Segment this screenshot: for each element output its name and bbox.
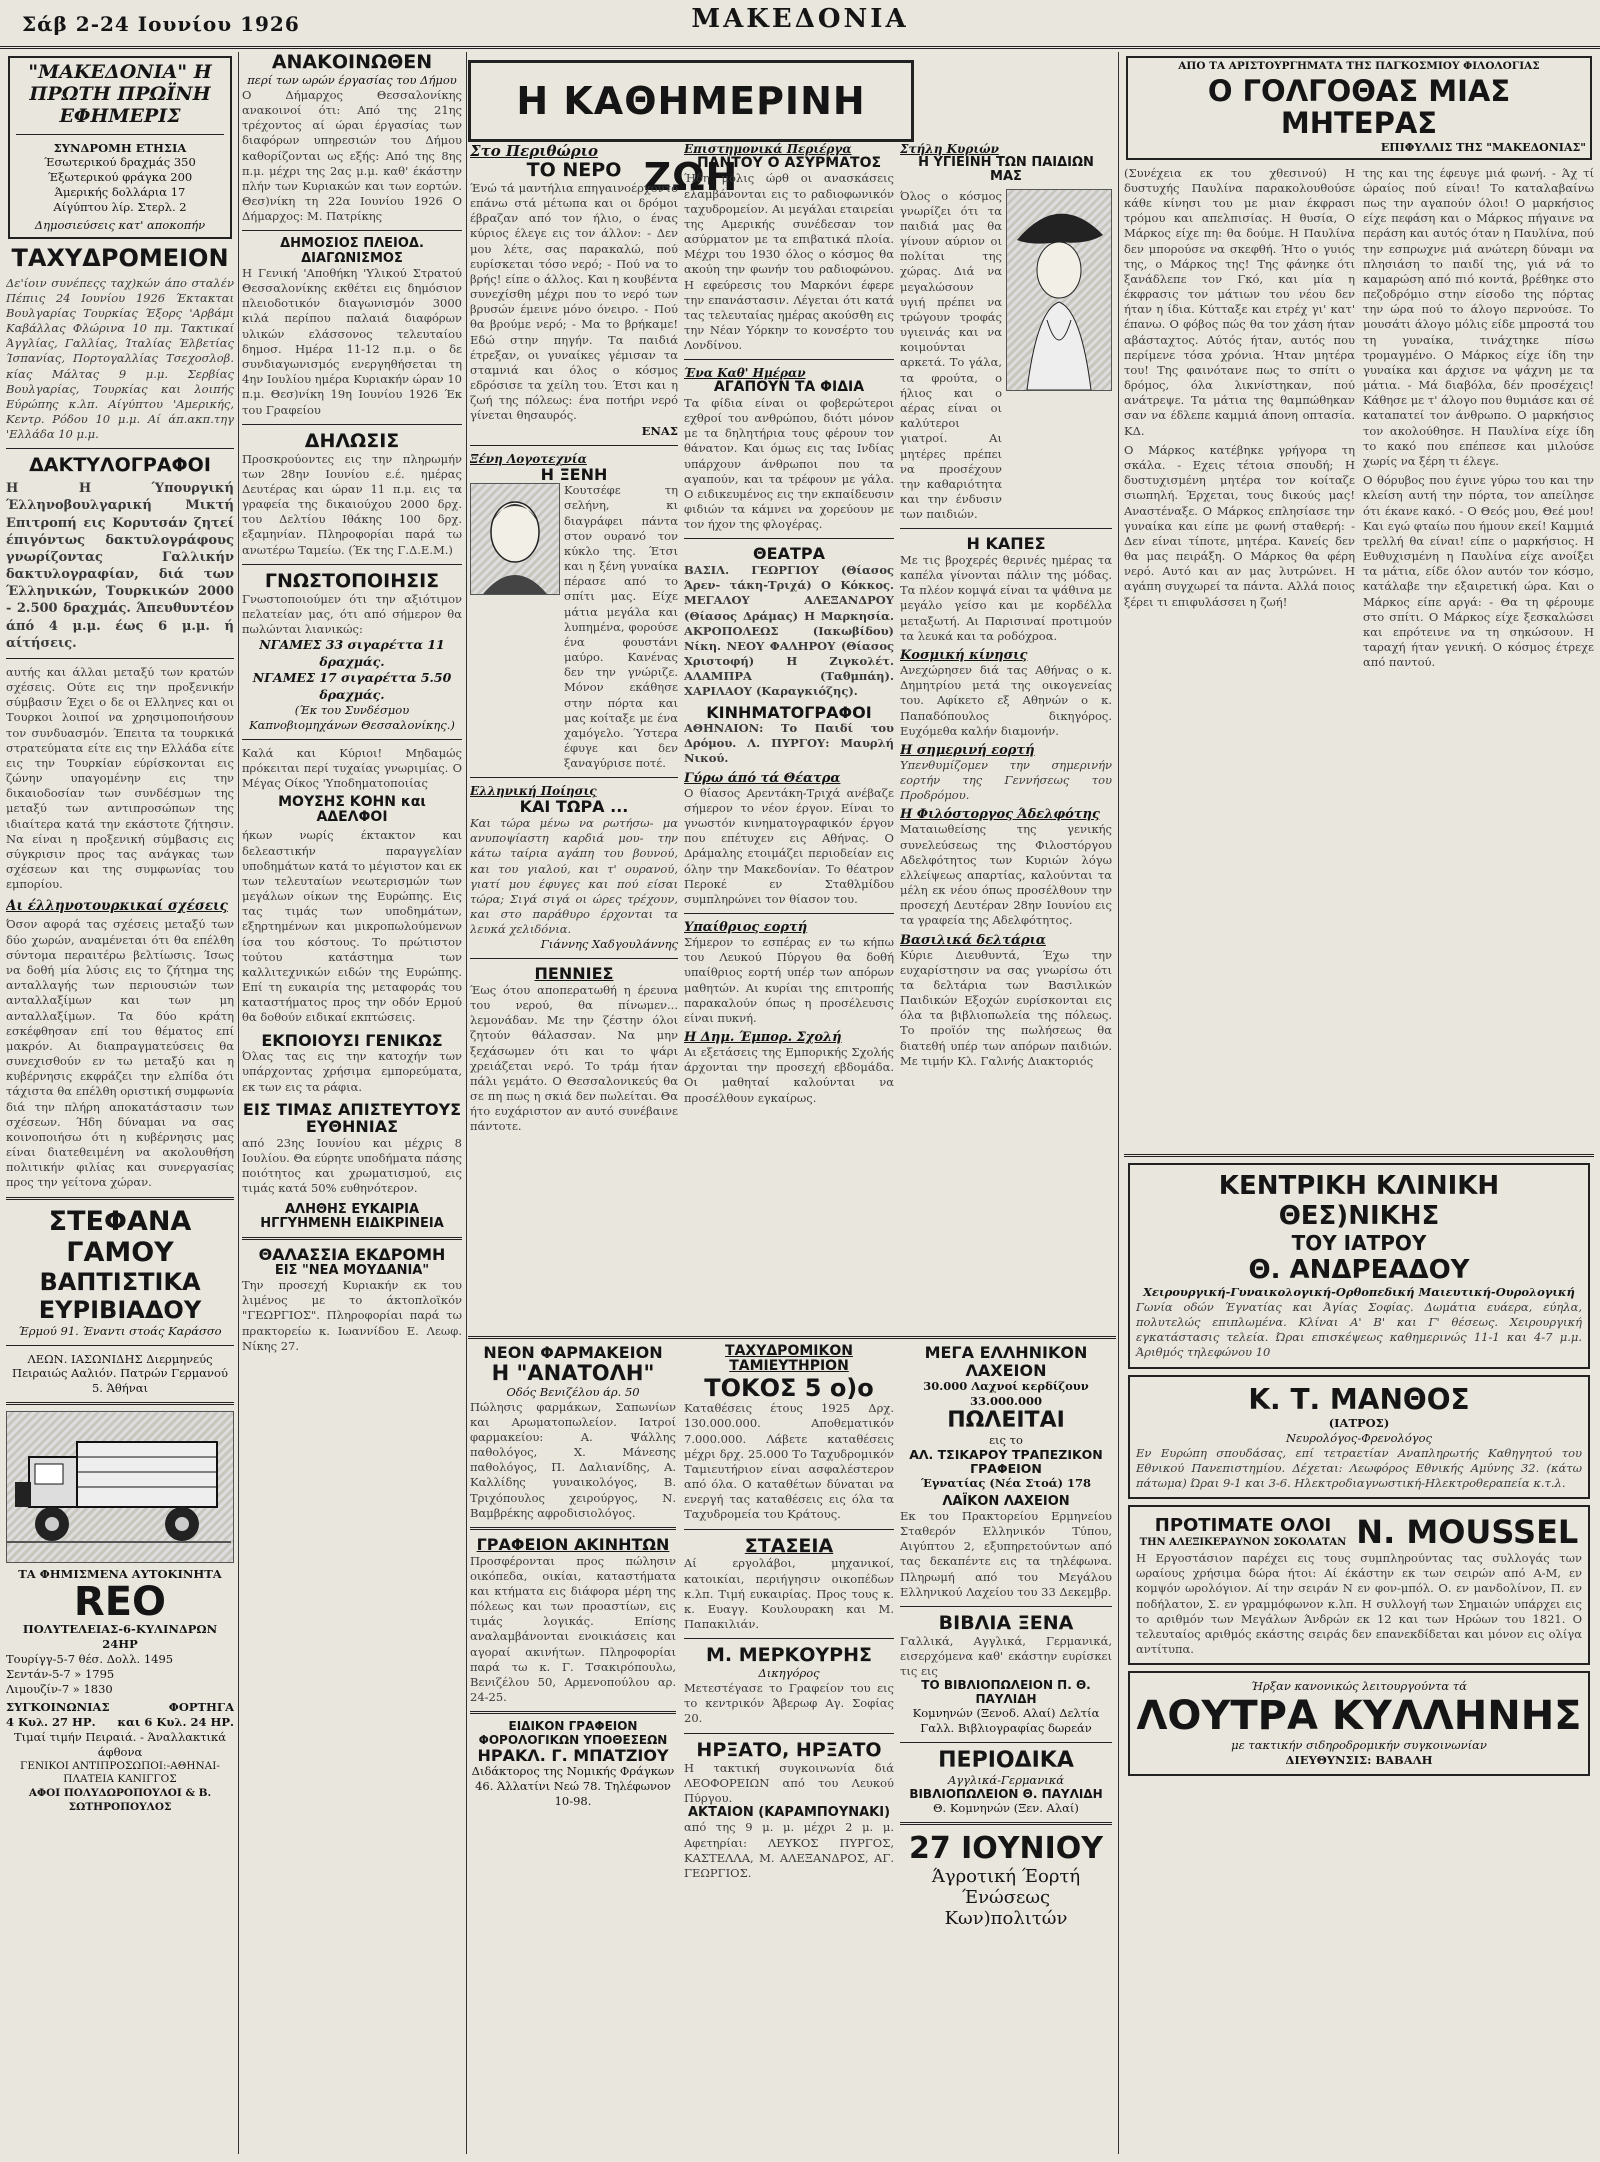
reo-brand: REO: [73, 1579, 167, 1626]
social-heading: Κοσμική κίνησις: [900, 648, 1028, 663]
savings-heading: ΤΑΧΥΔΡΟΜΙΚΟΝ ΤΑΜΙΕΥΤΗΡΙΟΝ: [725, 1344, 853, 1375]
subscription-line: Άμερικής δολλάρια 17: [54, 185, 186, 200]
lottery-office: ΑΛ. ΤΣΙΚΑΡΟΥ ΤΡΑΠΕΖΙΚΟΝ ΓΡΑΦΕΙΟΝ: [909, 1447, 1103, 1476]
lottery-text: Εκ του Πρακτορείου Ερμηνείου Σταθερόν Ελληνικόν Τύπου, Αιγύπτου 2, εξυπηρετούντων από τας δεκαπέντε εις τα τηλέφωνα. Πληρωμή από του Μεγάλου Ελληνικού Λαχείου του 33 Δεκεμβρ.: [900, 1508, 1112, 1599]
poem-author: Γιάννης Χαδγουλάννης: [540, 937, 678, 952]
cinemas-list: ΑΘΗΝΑΙΟΝ: Το Παιδί του Δρόμου. Λ. ΠΥΡΓΟΥ: Μαυρλή Νικού.: [684, 721, 894, 766]
water-text: Ένώ τά μαντήλια επηγαινοέρχοντο επάνω στά μέτωπα και οι δρόμοι έβραζαν από τον ήλιο, ο ένας κύριος έλεγε εις τον άλλον: - Δεν μου λέτε, σας παρακαλώ, πού ευρίσκεται τόσο νερό; - Πού να το βρής! είπε ο άλλος. Και η κουβέντα συνεχίσθη μέχρι που το νερό των βρυσών έμεινε μόνο όνειρο. - Πού θα βρούμε νερό; - Μα το βρήκαμε! Εδώ στην πηγήν. Τα παιδιά έτρεξαν, οι γυναίκες γέμισαν τα σταμνιά και όλος ο κόσμος εδρόσισε τα χείλη του. Έτσι και η ζωή της πόλεως: ένα ποτήρι νερό γίνεται θησαυρός.: [470, 180, 678, 423]
lottery-prize: 30.000 Λαχνοί κερδίζουν 33.000.000: [923, 1379, 1089, 1409]
column-rule: [1118, 52, 1119, 2154]
masthead: [0, 0, 1600, 49]
section-label: Στήλη Κυριών: [900, 142, 999, 156]
feast-text: Υπενθυμίζομεν την σημερινήν εορτήν της Γεννήσεως του Προδρόμου.: [900, 757, 1112, 803]
notification-price: ΝΓΑΜΕΣ 17 σιγαρέττα 5.50 δραχμάς.: [252, 670, 452, 702]
notification-text: Γνωστοποιούμεν ότι την αξιότιμον πελατείαν μας, ότι από σήμερον θα πωλώνται λιανικώς:: [242, 591, 462, 637]
pharmacy-name: Η "ΑΝΑΤΟΛΗ": [491, 1360, 655, 1385]
subscription-note: Δημοσιεύσεις κατ' αποκοπήν: [34, 218, 206, 233]
june-line: Κων)πολιτών: [944, 1907, 1068, 1929]
section-label: Ένα Καθ' Ημέραν: [684, 366, 806, 381]
baths-ad: [1128, 1671, 1590, 1776]
column-rule: [238, 52, 239, 2154]
celebration-text: Σήμερον το εσπέρας εν τω κήπω του Λευκού Πύργου θα δοθή υπαίθριος εορτή υπέρ των απόρων μαθητών. Αι κυρίαι της επιτροπής παρακαλούν όπως η προσέλευσις είναι πυκνή.: [684, 935, 894, 1025]
issue-date: Σάβ 2-24 Ιουνίου 1926: [22, 12, 300, 36]
lottery-sold: ΠΩΛΕΙΤΑΙ: [947, 1408, 1065, 1434]
section-label: Επιστημονικά Περιέργα: [684, 142, 852, 156]
section-label: Στο Περιθώριο: [470, 142, 598, 160]
baths-title: ΛΟΥΤΡΑ ΚΥΛΛΗΝΗΣ: [1136, 1693, 1582, 1740]
poem-text: Και τώρα μένω να ρωτήσω- μα ανυποψίαστη καρδιά μου- την κάτω ταίρια αγάπη του βουνού, και του γιαλού, και τ' ουρανού, γιατί μου έφυγες και πού είσαι τώρα; Σιγά σιγά οι ώρες τρέχουν, και στο παράθυρο έρχονται τα λευκά χελιδόνια.: [470, 816, 678, 937]
serial-story: [1124, 166, 1594, 671]
moussel-brand: N. MOUSSEL: [1356, 1513, 1579, 1552]
reo-cylinders: και 6 Κυλ. 24 ΗΡ.: [117, 1714, 234, 1729]
beach-name: ΑΚΤΑΙΟΝ (ΚΑΡΑΜΠΟΥΝΑΚΙ): [687, 1805, 891, 1821]
hygiene-heading: Η ΥΓΙΕΙΝΗ ΤΩΝ ΠΑΙΔΙΩΝ ΜΑΣ: [918, 155, 1094, 185]
june-date: 27 ΙΟΥΝΙΟΥ: [908, 1830, 1104, 1866]
wireless-heading: ΠΑΝΤΟΥ Ο ΑΣΥΡΜΑΤΟΣ: [696, 155, 882, 171]
manthos-sub: (ΙΑΤΡΟΣ): [1328, 1415, 1390, 1430]
books-address: Κομνηνών (Ξενοδ. Αλαί) Δελτία Γαλλ. Βιβλιογραφίας δωρεάν: [912, 1705, 1100, 1735]
june-line: Ένώσεως: [961, 1886, 1051, 1908]
tax-heading: ΕΙΔΙΚΟΝ ΓΡΑΦΕΙΟΝ ΦΟΡΟΛΟΓΙΚΩΝ ΥΠΟΘΕΣΕΩΝ: [478, 1719, 668, 1747]
fashion-illustration: [1006, 189, 1112, 391]
sisterhood-heading: Η Φιλόστοργος Άδελφότης: [900, 807, 1100, 823]
cards-text: Κύριε Διευθυντά, Έχω την ευχαρίστησιν να σας γνωρίσω ότι τα δελτάρια των Βασιλικών Παιδικών Εξοχών ευρίσκονται εις όλα τα βιβλιοπωλεία της πόλεως. Το προϊόν της πωλήσεως θα διατεθή υπέρ των απόρων παιδιών. Με τιμήν Κλ. Γαλνής Διακτοριός: [900, 947, 1112, 1068]
june-event-ad: [900, 1831, 1112, 1929]
serial-text: (Συνέχεια εκ του χθεσινού) Η δυστυχής Παυλίνα παρακολουθούσε κάθε κίνησι του με μιαν έκφρασι τρόμου και απελπισίας. Η θυσία, Ο Μάρκος είχε πη: θα δούμε. Η Παυλίνα δεν μπορούσε να σκεφθή. Ήτο ο γυιός της, ο Μάρκος της! Της φάνηκε ότι ξανάδλεπε τον Γκό, και μία η έκφρασις τον μάτιων του νέου δεν ήταν η ίδια. Κύτταξε και ετρέχ γι' κατ' έπανω. Ο φόβος πώς θα τον χάση ήταν αβάσταχτος. Αύτός ήταν, αυτός που περίμενε τόσα χρόνια. Ήταν μητέρα του! Της φαινότανε πως το σπίτι ο δρόμος, όλα λικνίστηκαν, πού ανάτρεψε. Τα μάτια της θαμπώθηκαν σαν να έδλεπε καμμιά άπονη οπτασία. ΚΔ.: [1124, 165, 1355, 438]
announcement-heading: ΑΝΑΚΟΙΝΩΘΕΝ: [271, 52, 433, 73]
relations-subheading: Αι έλληνοτουρκικαί σχέσεις: [6, 898, 228, 915]
wireless-text: Ήδη μόλις ώρθ οι ανασκάσεις ελαμβάνονται εις το ραδιοφωνικόν ταχυδρομείον. Αι μεγάλαι εταιρείαι της Αμερικής συνέδεσαν τον ασύρματον με τα επιβατικά πλοία. Μέχρι του 1930 όλος ο κόσμος θα ακούη την φωνήν του ραδιοφώνου. Η εφεύρεσις του Μαρκόνι έφερε την επανάστασιν. Λέγεται ότι κατά τας τελευταίας ημέρας ακούσθη εις την Νέαν Υόρκην το κονσέρτο του Λονδίνου.: [684, 171, 894, 353]
savings-rate: ΤΟΚΟΣ 5 ο)ο: [704, 1373, 874, 1402]
sale-text: Όλας τας εις την κατοχήν των υπάρχοντας χρήσιμα εμπορεύματα, εκ των εις τα ράφια.: [242, 1049, 462, 1094]
manthos-text: Εν Ευρώπη σπουδάσας, επί τετραετίαν Αναπληρωτής Καθηγητού του Εθνικού Πανεπιστημίου. Δέχεται: Λεωφόρος Εθνικής Αμύνης 32. (κάτω πάτωμα) Ώραι 9-1 και 3-6. Ηλεκτροδιαγνωστική-Ηλεκτροθεραπεία κ.τ.λ.: [1136, 1445, 1582, 1490]
reo-communications: ΣΥΓΚΟΙΝΩΝΙΑΣ: [6, 1699, 110, 1714]
beach-text: Η τακτική συγκοινωνία διά ΛΕΟΦΟΡΕΙΩΝ από του Λευκού Πύργου.: [684, 1760, 894, 1805]
portrait-illustration: [470, 483, 560, 595]
theatre-news-text: Ο θίασος Αρεντάκη-Τριχά ανέβαζε σήμερον το νέον έργον. Είναι το γνωστόν κινηματογραφικόν έργον που επέτυχεν εις Αθήνας. Ο Δράμαλης ετοιμάζει περιοδείαν εις όλην την Μακεδονίαν. Το θέατρον Περοκέ εν Σταθλμίδου συμπληρώνει τον θίασον του.: [684, 785, 894, 906]
moussel-ad: [1128, 1505, 1590, 1665]
declaration-text: Προσκρούοντες εις την πληρωμήν των 28ην Ιουνίου ε.έ. ημέρας Δευτέρας και ώραν 11 π.μ. εις τα γραφεία της δικαιούχου 2000 δρχ. του Δελτίου Ιθάκης 100 δρχ. εξαμηνίαν. Πληροφορίαι παρά τω ανωτέρω Ταμείω. (Έκ της Γ.Δ.Ε.Μ.): [242, 451, 462, 557]
theatres-heading: ΘΕΑΤΡΑ: [753, 544, 825, 564]
serial-title: Ο ΓΟΛΓΟΘΑΣ ΜΙΑΣ ΜΗΤΕΡΑΣ: [1207, 73, 1511, 140]
article-text: αυτής και άλλαι μεταξύ των κρατών σχέσεις. Ούτε εις την προξενικήν σύμβασιν Έχει ο δε οι Ελληνες και οι Τουρκοι λοιποί να χρησιμοποιήσουν τον συνδυασμόν. Έπειτα τα τουρκικά στρατεύματα είτε εις την Ελλάδα είτε εις την Τουρκίαν εύρίσκονται εις ζώνην υπαγομένην εις την δικαιοδοσίαν των συνδέσμων της μεταξύ των αντιπροσώπων της ιδιαίτερα κατά την εκάστοτε ζήτησιν. Να είναι η προξενική σύμβασις εις σύγκρισιν προς τας ανάγκας των σχέσεων και της συμφωνίας του εμπορίου.: [6, 664, 234, 892]
announcement-sub: περί των ωρών έργασίας του Δήμου: [247, 72, 457, 87]
reo-agent-names: ΑΦΟΙ ΠΟΛΥΔΩΡΟΠΟΥΛΟΙ & Β. ΣΩΤΗΡΟΠΟΥΛΟΣ: [28, 1786, 212, 1813]
reo-model: Λιμουζίν-7 » 1830: [6, 1682, 113, 1696]
auction-heading: ΔΗΜΟΣΙΟΣ ΠΛΕΙΟΔ. ΔΙΑΓΩΝΙΣΜΟΣ: [280, 236, 424, 266]
auction-text: Η Γενική 'Αποθήκη 'Υλικού Στρατού Θεσσαλονίκης εκθέτει εις δημόσιον πλειοδοτικόν διαγωνισμόν 3000 κιλά περίπου παλαιά διαφόρων υλικών ελάσσονος τελευταίου δημοσ. Ημέρα 11-12 π.μ. ο δε συνδιαγωνισμός ενεργηθήσεται τη 4ην Ιουλίου ημέρα Κυριακήν ώραν 10 π.μ. Θεσ)νίκη 19η Ιουνίου 1926 Έκ του Γραφείου: [242, 265, 462, 417]
reo-price-note: Τιμαί τιμήν Πειραιά. - Άναλλακτικά άφθονα: [13, 1729, 227, 1759]
lottery-name: ΛΑΪΚΟΝ ΛΑΧΕΙΟΝ: [942, 1493, 1070, 1509]
serial-text: Ο θόρυβος που έγινε γύρω του και την κλείση αυτή την πόρτα, τον απείλησε ότι έκανε κακό. - Ο Θεός μου, Θεέ μου! Και εγώ φταίω που ήμουν εκεί! Καμμιά τρελλή θα είναι! είπε ο μαρκήσιος. Η Ευθυχισμένη η Παυλίνα είχε ανοίξει τα μάτια, είδε όλον αυτόν τον κόσμο, κατάλαβε την εξαιρετική ώρα. Και ο Μάρκος είπε αργά: - Θα τη φέρουμε στο σπίτι. Ο Μάρκος είχε ξεσκαλώσει και επρότεινε να τη σηκώσουν. Η ταραχή ήταν γενική. Ο κόσμος έτρεχε από παντού.: [1363, 473, 1594, 670]
lottery-at: εις το: [989, 1433, 1023, 1448]
column-rule: [466, 52, 467, 2154]
theatres-list: ΒΑΣΙΛ. ΓΕΩΡΓΙΟΥ (Θίασος Άρεν- τάκη-Τριχά) Ο Κόκκος. ΜΕΓΑΛΟΥ ΑΛΕΞΑΝΔΡΟΥ (Θίασος Δράμας) Η Μαρκησία. ΑΚΡΟΠΟΛΕΩΣ (Ιακωβίδου) Νίκη. ΝΕΟΥ ΦΑΛΗΡΟΥ (Θίασος Χριστοφή) Η Ζιγκολέτ. ΑΛΑΜΠΡΑ (Ταθμπάη). ΧΑΡΙΛΑΟΥ (Καραγκιόζης).: [684, 562, 894, 699]
water-heading: ΤΟ ΝΕΡΟ: [526, 159, 622, 181]
wedding-ad-title: ΣΤΕΦΑΝΑ ΓΑΜΟΥ: [48, 1205, 192, 1268]
pharmacy-address: Οδός Βενιζέλου άρ. 50: [506, 1384, 640, 1399]
sisterhood-text: Ματαιωθείσης της γενικής συνελεύσεως της Φιλοστόργου Αδελφότητος των Κυριών λόγω ελλείψεως απαρτίας, καλούνται τα μέλη εκ νέου όπως προσέλθουν την προσεχή Δευτέραν 28ην Ιουνίου εις τα γραφεία της Αδελφότητος.: [900, 822, 1112, 928]
center-column-c: [900, 142, 1112, 1332]
stranger-heading: Η ΞΕΝΗ: [540, 464, 608, 484]
reo-cylinders: 4 Κυλ. 27 ΗΡ.: [6, 1714, 96, 1729]
sale-heading: ΕΚΠΟΙΟΥΣΙ ΓΕΝΙΚΩΣ: [261, 1030, 443, 1050]
subscription-line: Έσωτερικού δραχμάς 350: [44, 155, 196, 170]
lady-hat-icon: [1007, 190, 1111, 390]
declaration-heading: ΔΗΛΩΣΙΣ: [304, 429, 400, 452]
clinic-sub: ΤΟΥ ΙΑΤΡΟΥ: [1291, 1231, 1427, 1255]
clinic-text: Γωνία οδών Έγνατίας και Άγίας Σοφίας. Δωμάτια ευάερα, εύηλα, πολυτελώς επιπλωμένα. Κλίναι Α' Β' και Γ' θέσεως. Χειρουργική εγκατάστασις τελεία. Ώραι επισκέψεως καθημερινώς 11-1 και 4-7 μ.μ. Άριθμός τηλεφώνου 10: [1136, 1299, 1582, 1360]
notification-price: ΝΓΑΜΕΣ 33 σιγαρέττα 11 δραχμάς.: [259, 637, 445, 669]
column-2: [242, 52, 462, 2154]
moussel-sub: ΤΗΝ ΑΛΕΞΙΚΕΡΑΥΝΟΝ ΣΟΚΟΛΑΤΑΝ: [1139, 1537, 1347, 1549]
shoe-text: ήκων νωρίς έκτακτον και δελεαστικήν παραγγελίαν υποδημάτων κατά το μέγιστον και εκ των τελευταίων νεωτερισμών των μεγάλων οίκων της Ευρώπης. Εις τας τιμάς των υποδημάτων, εξηρτημένων και μικροπωλούμενων ίσα του κόστους. Το πρώτιστον τούτου κατάστημα των καλλιτεχνικών ειδών της Ευρώπης. Επί τη ευκαιρία της μεταφοράς του καταστήματος προς την οδόν Ερμού θα δοθούν ειδικαί εκπτώσεις.: [242, 828, 462, 1025]
books-shop: ΤΟ ΒΙΒΛΙΟΠΩΛΕΙΟΝ Π. Θ. ΠΑΥΛΙΔΗ: [921, 1678, 1091, 1706]
lottery-address: Έγνατίας (Νέα Στοά) 178: [920, 1475, 1092, 1490]
feast-heading: Η σημερινή εορτή: [900, 742, 1035, 758]
translator-ad: ΛΕΩΝ. ΙΑΣΩΝΙΔΗΣ Διερμηνεύς Πειραιώς Ααλιόν. Πατρών Γερμανού 5. Άθήναι: [12, 1351, 228, 1396]
bargain-heading: ΑΛΗΘΗΣ ΕΥΚΑΙΡΙΑ ΗΓΓΥΗΜΕΝΗ ΕΙΔΙΚΡΙΝΕΙΑ: [260, 1201, 444, 1231]
reo-freight: ΦΟΡΤΗΓΑ: [168, 1699, 234, 1714]
hats-heading: Η ΚΑΠΕΣ: [966, 534, 1046, 554]
subscription-line: Αίγύπτου λίρ. Στερλ. 2: [53, 200, 187, 215]
lottery-heading: ΜΕΓΑ ΕΛΛΗΝΙΚΟΝ ΛΑΧΕΙΟΝ: [924, 1344, 1088, 1380]
serial-feuilleton: ΕΠΙΦΥΛΛΙΣ ΤΗΣ "ΜΑΚΕΔΟΝΙΑΣ": [1380, 141, 1586, 155]
clinic-title: ΚΕΝΤΡΙΚΗ ΚΛΙΝΙΚΗ ΘΕΣ)ΝΙΚΗΣ: [1218, 1171, 1500, 1231]
school-heading: Η Δημ. Έμπορ. Σχολή: [684, 1030, 842, 1046]
subscription-box: [8, 56, 232, 239]
serial-text: της και της έφευγε μιά φωνή. - Άχ τί ώραίος πού είναι! Το καταλαβαίνω πως την αγαπούν όλοι! Ο μαρκήσιος είχε πεφάση και ο Μάρκος πήγαινε να περάση και αυτός όταν η Παυλίνα, πού την εσπρωχνε μιά ανώτερη δύναμι να πλησιάση το παιδί της, γιά νά το καμαρώση από πιό κοντά, βρέθηκε στο πεζοδρόμιο στην είσοδο της πόρτας την ώρα πού το άλογο περνούσε. Το μουσάτι άλογο μόλις είδε μπροστά του τη γυναίκα, τινάχτηκε πίσω τρομαγμένο. Ο Μάρκος είχε ίδη την γυναίκα και άρχισε να ψάχνη με τα μάτια. - Μά διαβόλα, δέν προσέχεις! Κάθησε με τ' άλογο που θυμιάσε και σέ καταπατεί τον άνθρωπο. Ο μαρκήσιος τον ακολούθησε. Η Παυλίνα είχε ίδη το κακό που επέπεσε και μιλούσε χωρίς να ξέρη τι έλεγε.: [1363, 165, 1594, 468]
reo-model: Τουρίγγ-5-7 θέσ. Δολλ. 1495: [6, 1652, 174, 1667]
water-signature: ΕΝΑΣ: [641, 423, 678, 438]
prices-heading: ΕΙΣ ΤΙΜΑΣ ΑΠΙΣΤΕΥΤΟΥΣ ΕΥΘΗΝΙΑΣ: [242, 1099, 462, 1137]
serial-header: [1126, 56, 1592, 160]
clinic-specialties: Χειρουργική-Γυναικολογική-Ορθοπεδική Μαιευτική-Ουρολογική: [1143, 1285, 1575, 1299]
realestate-text: Προσφέρονται προς πώλησιν οικόπεδα, οικίαι, καταστήματα και κτήματα εις διάφορα μέρη της πόλεως και των προαστίων, εις τιμάς λογικάς. Επίσης αναλαμβάνονται ενοικιάσεις και αγοραί ακινήτων. Πληροφορίαι παρά τω κ. Γ. Τσακιρόπουλω, Βενιζέλου 50, Αρμενοπούλου αρ. 24-25.: [470, 1553, 676, 1705]
daily-life-title: Η ΚΑΘΗΜΕΡΙΝΗ ΖΩΗ: [516, 79, 866, 199]
periodicals-heading: ΠΕΡΙΟΔΙΚΑ: [938, 1747, 1074, 1773]
cards-heading: Βασιλικά δελτάρια: [900, 932, 1046, 948]
pennies-heading: ΠΕΝΝΙΕΣ: [534, 964, 614, 984]
school-text: Αι εξετάσεις της Εμπορικής Σχολής άρχονται την προσεχή εβδομάδα. Οι μαθηταί καλούνται να προσέλθουν εγκαίρως.: [684, 1045, 894, 1105]
center-column-b: [684, 142, 894, 1332]
theatre-news-heading: Γύρω άπό τά Θέατρα: [684, 770, 841, 786]
tax-name: ΗΡΑΚΛ. Γ. ΜΠΑΤΖΙΟΥ: [477, 1745, 669, 1765]
center-column-a: [470, 142, 678, 1332]
stranger-text: Κουτσέφε τη σελήνη, κι διαγράφει πάντα στον ουρανό τον κύκλο της. Έτσι και η ξένη γυναίκα πέρασε από το σπίτι μας. Είχε μάτια μεγάλα και λυπημένα, φορούσε ένα φουστάνι μαύρο. Κανένας δεν την γνώριζε. Μόνον εκάθησε στην πόρτα και μας κοίταξε με ένα χαμόγελο. Ύστερα έφυγε και δεν ξαναγύρισε ποτέ.: [564, 483, 678, 771]
reo-ad: [6, 1411, 234, 1814]
pennies-text: Έως ότου αποπερατωθή η έρευνα του νερού, θα πίνωμεν... λεμονάδαν. Με την ζέστην όλοι ζητούν θάλασσαν. Να μην ξεχάσωμεν ότι και το ψάρι χρειάζεται νερό. Το τράμ ήταν πάλι γεμάτο. Ο Θεσσαλονικεύς θα σε πη πως η σκιά δεν πωλείται. Θα ήτο ευχάριστον αν αυτό συνέβαινε πάντοτε.: [470, 982, 678, 1134]
notification-sign: (Έκ του Συνδέσμου Καπνοβιομηχάνων Θεσσαλονίκης.): [249, 703, 455, 733]
stamps-heading: ΣΤΑΣΕΙΑ: [744, 1534, 834, 1557]
manthos-name: Κ. Τ. ΜΑΝΘΟΣ: [1248, 1382, 1470, 1416]
subscription-line: Έξωτερικού φράγκα 200: [47, 170, 193, 185]
tax-text: Διδάκτορος της Νομικής Φράγκων 46. Άλλατίνι Νεώ 78. Τηλέφωνον 10-98.: [471, 1764, 675, 1809]
poem-heading: ΚΑΙ ΤΩΡΑ ...: [519, 797, 629, 817]
periodicals-address: Θ. Κομνηνών (Ξεν. Αλαί): [933, 1800, 1079, 1815]
books-heading: ΒΙΒΛΙΑ ΞΕΝΑ: [938, 1611, 1074, 1634]
column-1: [6, 52, 234, 2154]
reo-model: Σεντάν-5-7 » 1795: [6, 1667, 115, 1682]
excursion-heading: ΘΑΛΑΣΣΙΑ ΕΚΔΡΟΜΗ: [258, 1245, 446, 1265]
snakes-heading: ΑΓΑΠΟΥΝ ΤΑ ΦΙΔΙΑ: [713, 379, 865, 396]
ads-divider: [468, 1336, 1116, 1339]
truck-illustration: [6, 1411, 234, 1563]
notification-heading: ΓΝΩΣΤΟΠΟΙΗΣΙΣ: [264, 569, 440, 592]
pharmacy-text: Πώλησις φαρμάκων, Σαπωνίων και Αρωματοπωλείον. Ιατροί φαρμακείου: Α. Ψάλλης παθολόγος, Χ. Μάνεσης παθολόγος, Π. Δαλιανίδης, Α. Καλλίδης γυναικολόγος, Β. Τριχόπουλος χειρούργος, Ν. Βαμβρέκης αφροδισιολόγος.: [470, 1399, 676, 1520]
stamps-text: Αί εργολάβοι, μηχανικοί, κατοικίαι, περιήγησιν οικοπέδων κ.λπ. Τιμή ευκαιρίας. Προς τους κ. κ. Ευαγγ. Κουλουρακη και Μ. Παπακιλιάν.: [684, 1556, 894, 1632]
subscription-title: "ΜΑΚΕΔΟΝΙΑ" Η ΠΡΩΤΗ ΠΡΩΪΝΗ ΕΦΗΜΕΡΙΣ: [28, 61, 212, 127]
ads-column-b: [684, 1344, 894, 2154]
clinic-ad: [1128, 1163, 1590, 1369]
june-line: Άγροτική Έορτή: [931, 1865, 1081, 1887]
announcement-text: Ο Δήμαρχος Θεσσαλονίκης ανακοινοί ότι: Από της 21ης τρέχοντος αί ώραι έργασίας των διαφόρων υπηρεσιών του Δήμου καθορίζονται ως εξής: Από της 8ης π.μ. μέχρι της 2ας μ.μ. καθ' έκάστην πλήν των Κυριακών και των εορτών. Θεσ)νίκη τη 22α Ιουνίου 1926 Ο Δήμαρχος: Μ. Πατρίκης: [242, 87, 462, 224]
post-text: Δε'ίοιν συνέπεςς ταχ)κών άπο σταλέν Πέπιις 24 Ιουνίου 1926 Έκτακται Βουλγαρίας Τουρκίας Έξορς 'Αρβάμι Καβάλλας Φλώρινα 10 πμ. Τακτικαί Άγγλίας, Γαλλίας, Ίταλίας Έλβετίας Ίσπανίας, Πορτογαλλίας Τσεχοσλοβ. κίας Μάλτας 9 μ.μ. Σερβίας Βουλγαρίας, Τουρκίας και λοιπής Εύρώπης κ.λπ. Αίγύπτου 'Αμερικής, Κεντρ. Ρόδου 10 μ.μ. Αί άπ.ακπ.τηγ 'Ελλάδα 10 μ.μ.: [6, 275, 234, 442]
clinic-doctor: Θ. ΑΝΔΡΕΑΔΟΥ: [1248, 1255, 1470, 1285]
right-ads: [1124, 1154, 1594, 2154]
baths-label: Ήρξαν κανονικώς λειτουργούντα τά: [1251, 1679, 1467, 1694]
moussel-text: Η Εργοστάσιον παρέχει εις τους συμπληρούντας τας συλλογάς των ωραίους χρήσιμα δώρα ήτοι: Αί έκάστην εκ των σειρών από Α-Μ, εν κομψόν ωρολόγιον. Αί την σειράν Ν εν φον-μπόλ. Ο. εν μανδολίνον, Π. εν ποδήλατον, Σ. εν γραμμόφωνον κ.λπ. Η συλλογή των Σημαιών υπάρχει εις το αριθμόν των Μεγάλων Άνδρών εκ 12 και των Ηρώων του 1821. Ο τελευταίος αριθμός εκάστης σειράς δεν επανεκδίδεται και μόνον εις ολίγα αντίτυπα.: [1136, 1551, 1582, 1657]
excursion-text: Την προσεχή Κυριακήν εκ του λιμένος με το άκτοπλοϊκόν "ΓΕΩΡΓΙΟΣ". Πληροφορίαι παρά τω πρακτορείω κ. Ιωαννίδου Ε. Λεωφ. Νίκης 27.: [242, 1278, 462, 1353]
beach-heading: ΗΡΞΑΤΟ, ΗΡΞΑΤΟ: [696, 1738, 882, 1761]
hats-text: Με τις βροχερές θερινές ημέρας τα καπέλα γίνονται πάλιν της μόδας. Τα πλέον κομψά είναι τα ψάθινα με μεγάλο γείσο και με κορδέλλα μεταξωτή. Αι Παρισιναί προτιμούν τα λευκά και τα ροδόχροα.: [900, 552, 1112, 643]
cinemas-heading: ΚΙΝΗΜΑΤΟΓΡΑΦΟΙ: [706, 702, 872, 722]
lawyer-text: Μετεστέγασε το Γραφείον του εις το κεντρικόν Άβερωφ Αγ. Σοφίας 20.: [684, 1681, 894, 1726]
serial-text: Ο Μάρκος κατέβηκε γρήγορα τη σκάλα. - Εχεις τέτοια σπουδή; Η δυστυχισμένη μητέρα τον κοίταζε σιωπηλή. Έρχεται, τους δικούς μας! Αναστέναξε. Ο Μάρκος επλησίασε την γυναίκα και είπε με φωνή σταθερή: - Δεν είναι τίποτε, μητέρα. Κανείς δεν θα μας πειράξη. Ο Μάρκος θα φέρη νερό. Αυτό και αν μας λυτρώνει. Η αγάπη συγχωρεί τα πάντα. Αλλά ποιος ξέρει τι επιφυλάσσει η ζωή!: [1124, 442, 1355, 609]
lawyer-sub: Δικηγόρος: [758, 1666, 820, 1681]
social-text: Ανεχώρησεν διά τας Αθήνας ο κ. Δημητρίου μετά της οικογενείας του. Αφίκετο εξ Αθηνών ο κ. Παπαδόπουλος δικηγόρος. Ευχόμεθα καλήν διαμονήν.: [900, 663, 1112, 738]
newspaper-title: ΜΑΚΕΔΟΝΙΑ: [691, 4, 909, 34]
article-text: Όσον αφορά τας σχέσεις μεταξύ των δύο χωρών, αναμένεται ότι θα επέλθη σύντομα περαιτέρω βελτίωσις. Ίσως να δοθή μία λύσις εις το ζήτημα της ανταλλαγής των περιουσιών των ανταλλαξίμων και των μη ανταλλαξίμων. Τα δύο κράτη εσκέφθησαν επί του θέματος επί μακρόν. Αι διαπραγματεύσεις θα συνεχισθούν εν τω μεταξύ και η κυβέρνησις εκφράζει την ελπίδα ότι τάχιστα θα επέλθη οριστική συμφωνία διά την πλήρη αποκατάστασιν των σχέσεων. Ήδη δύναμαι να σας κοινοποιήσω ότι η κυβέρνησις μας είναι διατεθειμένη να ακολουθήση πολιτικήν φιλίας και συνεργασίας προς την γείτονα χώραν.: [6, 917, 234, 1190]
periodicals-sub: Αγγλικά-Γερμανικά: [948, 1772, 1064, 1787]
wedding-ad-address: Έρμού 91. Έναντι στοάς Καράσσο: [18, 1323, 222, 1338]
post-heading: ΤΑΧΥΔΡΟΜΕΙΟΝ: [11, 244, 229, 273]
manthos-specialty: Νευρολόγος-Φρενολόγος: [1286, 1430, 1432, 1445]
section-label: Ξένη Λογοτεχνία: [470, 451, 587, 466]
wedding-ad-sub: ΕΥΡΙΒΙΑΔΟΥ: [38, 1295, 202, 1324]
snakes-text: Τα φίδια είναι οι φοβερώτεροι εχθροί του ανθρώπου, διότι μόνον με τα δηλητήρια τους φέρουν τον θάνατον. Και όμως εις τας Ινδίας υπάρχουν άνθρωποι που τα αγαπούν, και τα τρέφουν με γάλα. Ο ειδικευμένος εις την εκπαίδευσιν φιδιών τα κάμνει να χορεύουν με τον ήχον της φλογέρας.: [684, 395, 894, 532]
typists-text: Η Η Ύπουργική Έλληνοβουλγαρική Μικτή Επιτροπή εις Κορυτσάν ζητεί έπιγόντως δακτυλογράφους γνωρίζοντας Γαλλικήν δακτυλογραφίαν, διά των Έλληνικών, Τουρκικών 2000 - 2.500 δραχμάς. Άπευθυντέον άπό 4 μ.μ. έως 6 μ.μ. ή αίτήσεις.: [6, 481, 234, 651]
baths-direction: ΔΙΕΥΘΥΝΣΙΣ: ΒΑΒΑΛΗ: [1285, 1753, 1433, 1768]
prices-text: από 23ης Ιουνίου και μέχρις 8 Ιουλίου. Θα εύρητε υποδήματα πάσης ποιότητος και χρωματισμού, εις τιμάς κατά 50% ευθηνότερον.: [242, 1135, 462, 1196]
baths-sub: με τακτικήν σιδηροδρομικήν συγκοινωνίαν: [1231, 1738, 1487, 1753]
periodicals-shop: ΒΙΒΛΙΟΠΩΛΕΙΟΝ Θ. ΠΑΥΛΙΔΗ: [909, 1786, 1103, 1801]
subscription-subtitle: ΣΥΝΔΡΟΜΗ ΕΤΗΣΙΑ: [53, 140, 187, 155]
typists-heading: ΔΑΚΤΥΛΟΓΡΑΦΟΙ: [29, 454, 211, 477]
moussel-heading: ΠΡΟΤΙΜΑΤΕ ΟΛΟΙ: [1154, 1515, 1332, 1537]
wedding-ad: [6, 1206, 234, 1397]
hygiene-text: Όλος ο κόσμος γνωρίζει ότι τα παιδιά μας θα γίνουν αύριον οι πολίται της χώρας. Διά να μεγαλώσουν υγιή πρέπει να τρώγουν τροφάς υγιεινάς και να κοιμούνται αρκετά. Το γάλα, τα φρούτα, ο ήλιος και ο αέρας είναι οι καλύτεροι γιατροί. Αι μητέρες πρέπει να προσέχουν την καθαριότητα και την ένδυσιν των παιδιών.: [900, 188, 1002, 522]
books-text: Γαλλικά, Αγγλικά, Γερμανικά, εισερχόμενα καθ' εκάστην ευρίσκει τις εις: [900, 1633, 1112, 1679]
reo-sub: ΠΟΛΥΤΕΛΕΙΑΣ-6-ΚΥΛΙΝΔΡΩΝ 24ΗΡ: [22, 1622, 218, 1652]
pharmacy-heading: ΝΕΟΝ ΦΑΡΜΑΚΕΙΟΝ: [483, 1344, 663, 1362]
woman-portrait-icon: [471, 484, 559, 594]
shoe-store-name: ΜΟΥΣΗΣ ΚΟΗΝ και ΑΔΕΛΦΟΙ: [278, 793, 426, 825]
ads-column-a: [470, 1344, 676, 2154]
excursion-sub: ΕΙΣ "ΝΕΑ ΜΟΥΔΑΝΙΑ": [274, 1262, 430, 1278]
reo-heading: ΤΑ ΦΗΜΙΣΜΕΝΑ ΑΥΤΟΚΙΝΗΤΑ: [18, 1567, 222, 1582]
truck-icon: [7, 1412, 231, 1562]
manthos-ad: [1128, 1375, 1590, 1499]
ads-column-c: [900, 1344, 1112, 2154]
beach-text2: από της 9 μ. μ. μέχρι 2 μ. μ. Αφετηρίαι: ΛΕΥΚΟΣ ΠΥΡΓΟΣ, ΚΑΣΤΕΛΛΑ, Μ. ΑΛΕΞΑΝΔΡΟΣ, ΑΓ. ΓΕΩΡΓΙΟΣ.: [684, 1820, 894, 1880]
reo-agents: ΓΕΝΙΚΟΙ ΑΝΤΙΠΡΟΣΩΠΟΙ:-ΑΘΗΝΑΙ-ΠΛΑΤΕΙΑ ΚΑΝΙΓΓΟΣ: [20, 1759, 220, 1786]
section-label: Ελληνική Ποίησις: [470, 784, 597, 799]
realestate-heading: ΓΡΑΦΕΙΟΝ ΑΚΙΝΗΤΩΝ: [476, 1535, 670, 1554]
savings-text: Καταθέσεις έτους 1925 Δρχ. 130.000.000. Αποθεματικόν 7.000.000. Λάβετε καταθέσεις μέχρι δρχ. 25.000 Το Ταχυδρομικόν Ταμιευτήριον είναι ασφαλέστερον από όλα. Ο καταθέτων δύναται να ενεργή τας καταθέσεις εις όλα τα Ταχυδρομεία του Κράτους.: [684, 1401, 894, 1522]
wedding-ad-sub: ΒΑΠΤΙΣΤΙΚΑ: [39, 1267, 201, 1296]
lawyer-heading: Μ. ΜΕΡΚΟΥΡΗΣ: [706, 1644, 872, 1667]
serial-label: ΑΠΟ ΤΑ ΑΡΙΣΤΟΥΡΓΗΜΑΤΑ ΤΗΣ ΠΑΓΚΟΣΜΙΟΥ ΦΙΛΟΛΟΓΙΑΣ: [1178, 60, 1540, 72]
celebration-heading: Υπαίθριος εορτή: [684, 920, 808, 936]
shoe-intro: Καλά και Κύριοι! Μηδαμώς πρόκειται περί τυχαίας γνωριμίας. Ο Μέγας Οίκος 'Υποδηματοποιίας: [242, 746, 462, 791]
